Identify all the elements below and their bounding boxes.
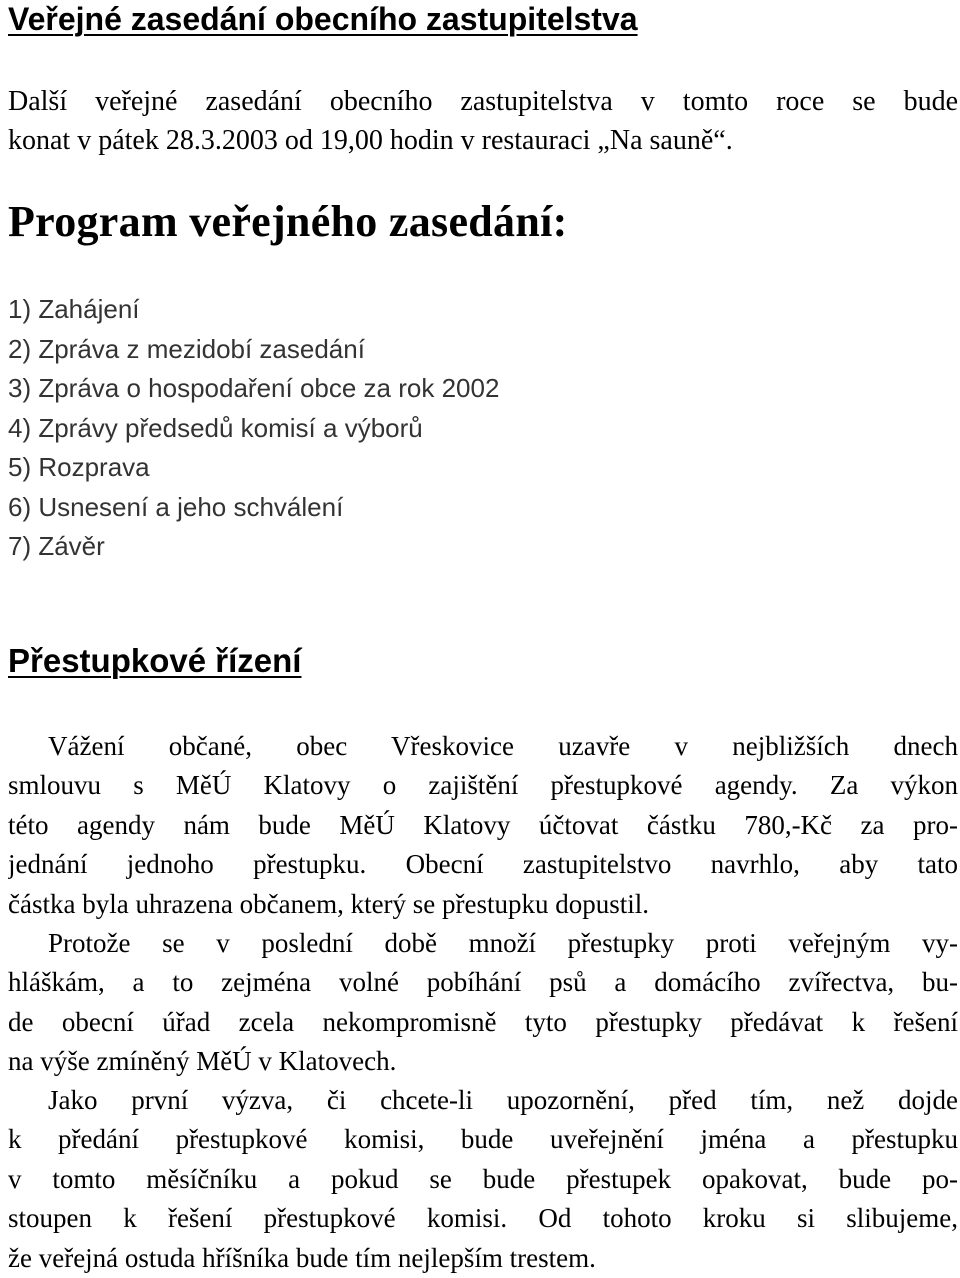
intro-line: konat v pátek 28.3.2003 od 19,00 hodin v restauraci „Na sauně“. xyxy=(8,125,733,156)
agenda-item: 7) Závěr xyxy=(8,531,105,561)
agenda-item: 6) Usnesení a jeho schválení xyxy=(8,491,344,522)
program-heading: Program veřejného zasedání: xyxy=(8,197,568,246)
paragraph-line: k předání přestupkové komisi, bude uveřejnění jména a přestupku xyxy=(8,1124,958,1155)
paragraph-line: Jako první výzva, či chcete-li upozornění, před tím, než dojde xyxy=(48,1085,958,1115)
paragraph-line: na výše zmíněný MěÚ v Klatovech. xyxy=(8,1046,397,1077)
paragraph-line: že veřejná ostuda hříšníka bude tím nejlepším trestem. xyxy=(8,1242,596,1273)
meeting-intro xyxy=(8,82,958,160)
offense-paragraph-2 xyxy=(8,924,958,1082)
paragraph-line: hláškám, a to zejména volné pobíhání psů a domácího zvířectva, bu- xyxy=(8,967,958,998)
intro-line: Další veřejné zasedání obecního zastupitelstva v tomto roce se bude xyxy=(8,86,958,117)
offense-paragraph-1 xyxy=(8,727,958,924)
paragraph-line: smlouvu s MěÚ Klatovy o zajištění přestupkové agendy. Za výkon xyxy=(8,770,958,801)
agenda-item: 2) Zpráva z mezidobí zasedání xyxy=(8,333,365,364)
paragraph-line: částka byla uhrazena občanem, který se přestupku dopustil. xyxy=(8,888,650,919)
agenda-item: 5) Rozprava xyxy=(8,452,150,482)
agenda-item: 4) Zprávy předsedů komisí a výborů xyxy=(8,412,423,443)
agenda-item: 3) Zpráva o hospodaření obce za rok 2002 xyxy=(8,373,500,403)
paragraph-line: Protože se v poslední době množí přestupky proti veřejným vy- xyxy=(48,928,958,958)
paragraph-line: jednání jednoho přestupku. Obecní zastupitelstvo navrhlo, aby tato xyxy=(8,849,958,880)
agenda-item: 1) Zahájení xyxy=(8,294,140,324)
paragraph-line: de obecní úřad zcela nekompromisně tyto přestupky předávat k řešení xyxy=(8,1006,958,1037)
meeting-heading: Veřejné zasedání obecního zastupitelstva xyxy=(8,1,638,37)
paragraph-line: této agendy nám bude MěÚ Klatovy účtovat částku 780,-Kč za pro- xyxy=(8,809,958,840)
offense-heading: Přestupkové řízení xyxy=(8,642,302,679)
paragraph-line: Vážení občané, obec Vřeskovice uzavře v nejbližších dnech xyxy=(48,731,958,761)
offense-paragraph-3 xyxy=(8,1081,958,1278)
paragraph-line: v tomto měsíčníku a pokud se bude přestupek opakovat, bude po- xyxy=(8,1163,958,1194)
agenda-list xyxy=(8,290,499,567)
paragraph-line: stoupen k řešení přestupkové komisi. Od tohoto kroku si slibujeme, xyxy=(8,1203,958,1234)
